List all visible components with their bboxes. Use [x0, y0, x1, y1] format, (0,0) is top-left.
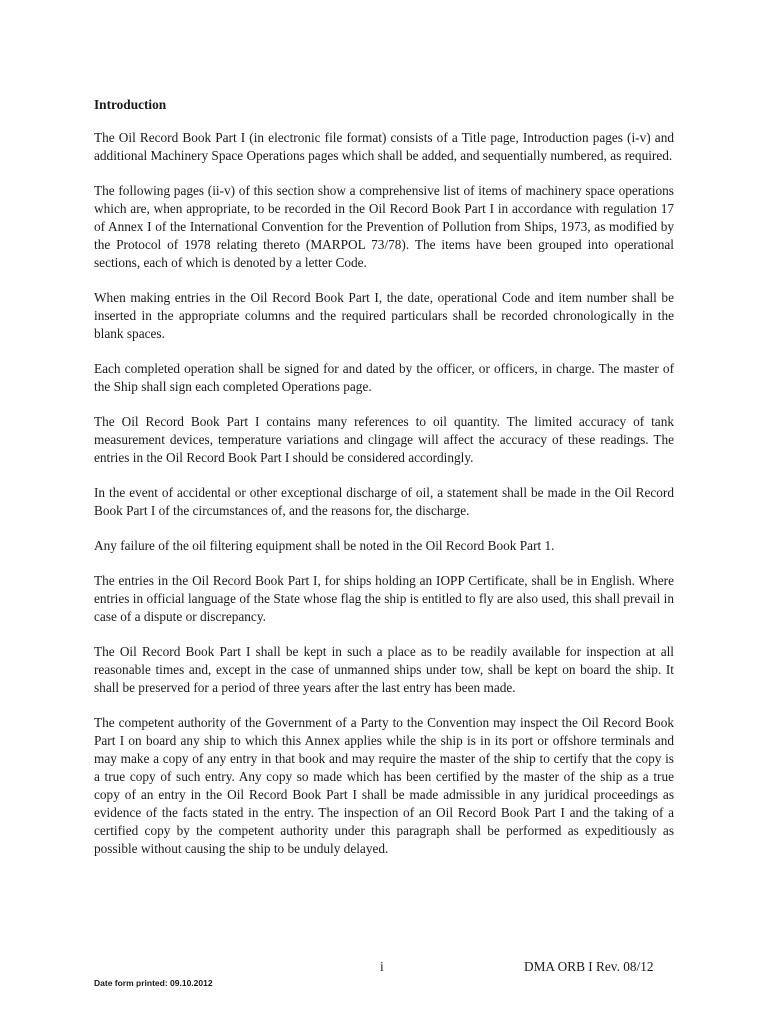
document-body	[94, 96, 674, 875]
paragraph-5: The Oil Record Book Part I contains many references to oil quantity. The limited accuracy of tank measurement devices, temperature variations and clingage will affect the accuracy of these readings. The entries in the Oil Record Book Part I should be considered accordingly.	[94, 414, 674, 465]
paragraph-3: When making entries in the Oil Record Book Part I, the date, operational Code and item number shall be inserted in the appropriate columns and the required particulars shall be recorded chronologically in the blank spaces.	[94, 290, 674, 341]
paragraph-1: The Oil Record Book Part I (in electronic file format) consists of a Title page, Introduction pages (i-v) and additional Machinery Space Operations pages which shall be added, and sequentially numbered, as required.	[94, 130, 674, 163]
form-reference: DMA ORB I Rev. 08/12	[524, 959, 654, 974]
paragraph-10: The competent authority of the Government of a Party to the Convention may inspect the Oil Record Book Part I on board any ship to which this Annex applies while the ship is in its port or offshore terminals and may make a copy of any entry in that book and may require the master of the ship to certify that the copy is a true copy of such entry. Any copy so made which has been certified by the master of the ship as a true copy of an entry in the Oil Record Book Part I shall be made admissible in any juridical proceedings as evidence of the facts stated in the entry. The inspection of an Oil Record Book Part I and the taking of a certified copy by the competent authority under this paragraph shall be performed as expeditiously as possible without causing the ship to be unduly delayed.	[94, 715, 674, 856]
page-number: i	[380, 959, 384, 974]
paragraph-9: The Oil Record Book Part I shall be kept in such a place as to be readily available for inspection at all reasonable times and, except in the case of unmanned ships under tow, shall be kept on board the ship. It shall be preserved for a period of three years after the last entry has been made.	[94, 644, 674, 695]
paragraph-2: The following pages (ii-v) of this section show a comprehensive list of items of machinery space operations which are, when appropriate, to be recorded in the Oil Record Book Part I in accordance with regulation 17 of Annex I of the International Convention for the Prevention of Pollution from Ships, 1973, as modified by the Protocol of 1978 relating thereto (MARPOL 73/78). The items have been grouped into operational sections, each of which is denoted by a letter Code.	[94, 183, 674, 270]
paragraph-6: In the event of accidental or other exceptional discharge of oil, a statement shall be made in the Oil Record Book Part I of the circumstances of, and the reasons for, the discharge.	[94, 485, 674, 518]
section-heading: Introduction	[94, 97, 167, 112]
paragraph-4: Each completed operation shall be signed for and dated by the officer, or officers, in charge. The master of the Ship shall sign each completed Operations page.	[94, 361, 674, 394]
date-printed: Date form printed: 09.10.2012	[94, 978, 213, 988]
paragraph-7: Any failure of the oil filtering equipment shall be noted in the Oil Record Book Part 1.	[94, 538, 555, 553]
paragraph-8: The entries in the Oil Record Book Part I, for ships holding an IOPP Certificate, shall be in English. Where entries in official language of the State whose flag the ship is entitled to fly are also used, this shall prevail in case of a dispute or discrepancy.	[94, 573, 674, 624]
